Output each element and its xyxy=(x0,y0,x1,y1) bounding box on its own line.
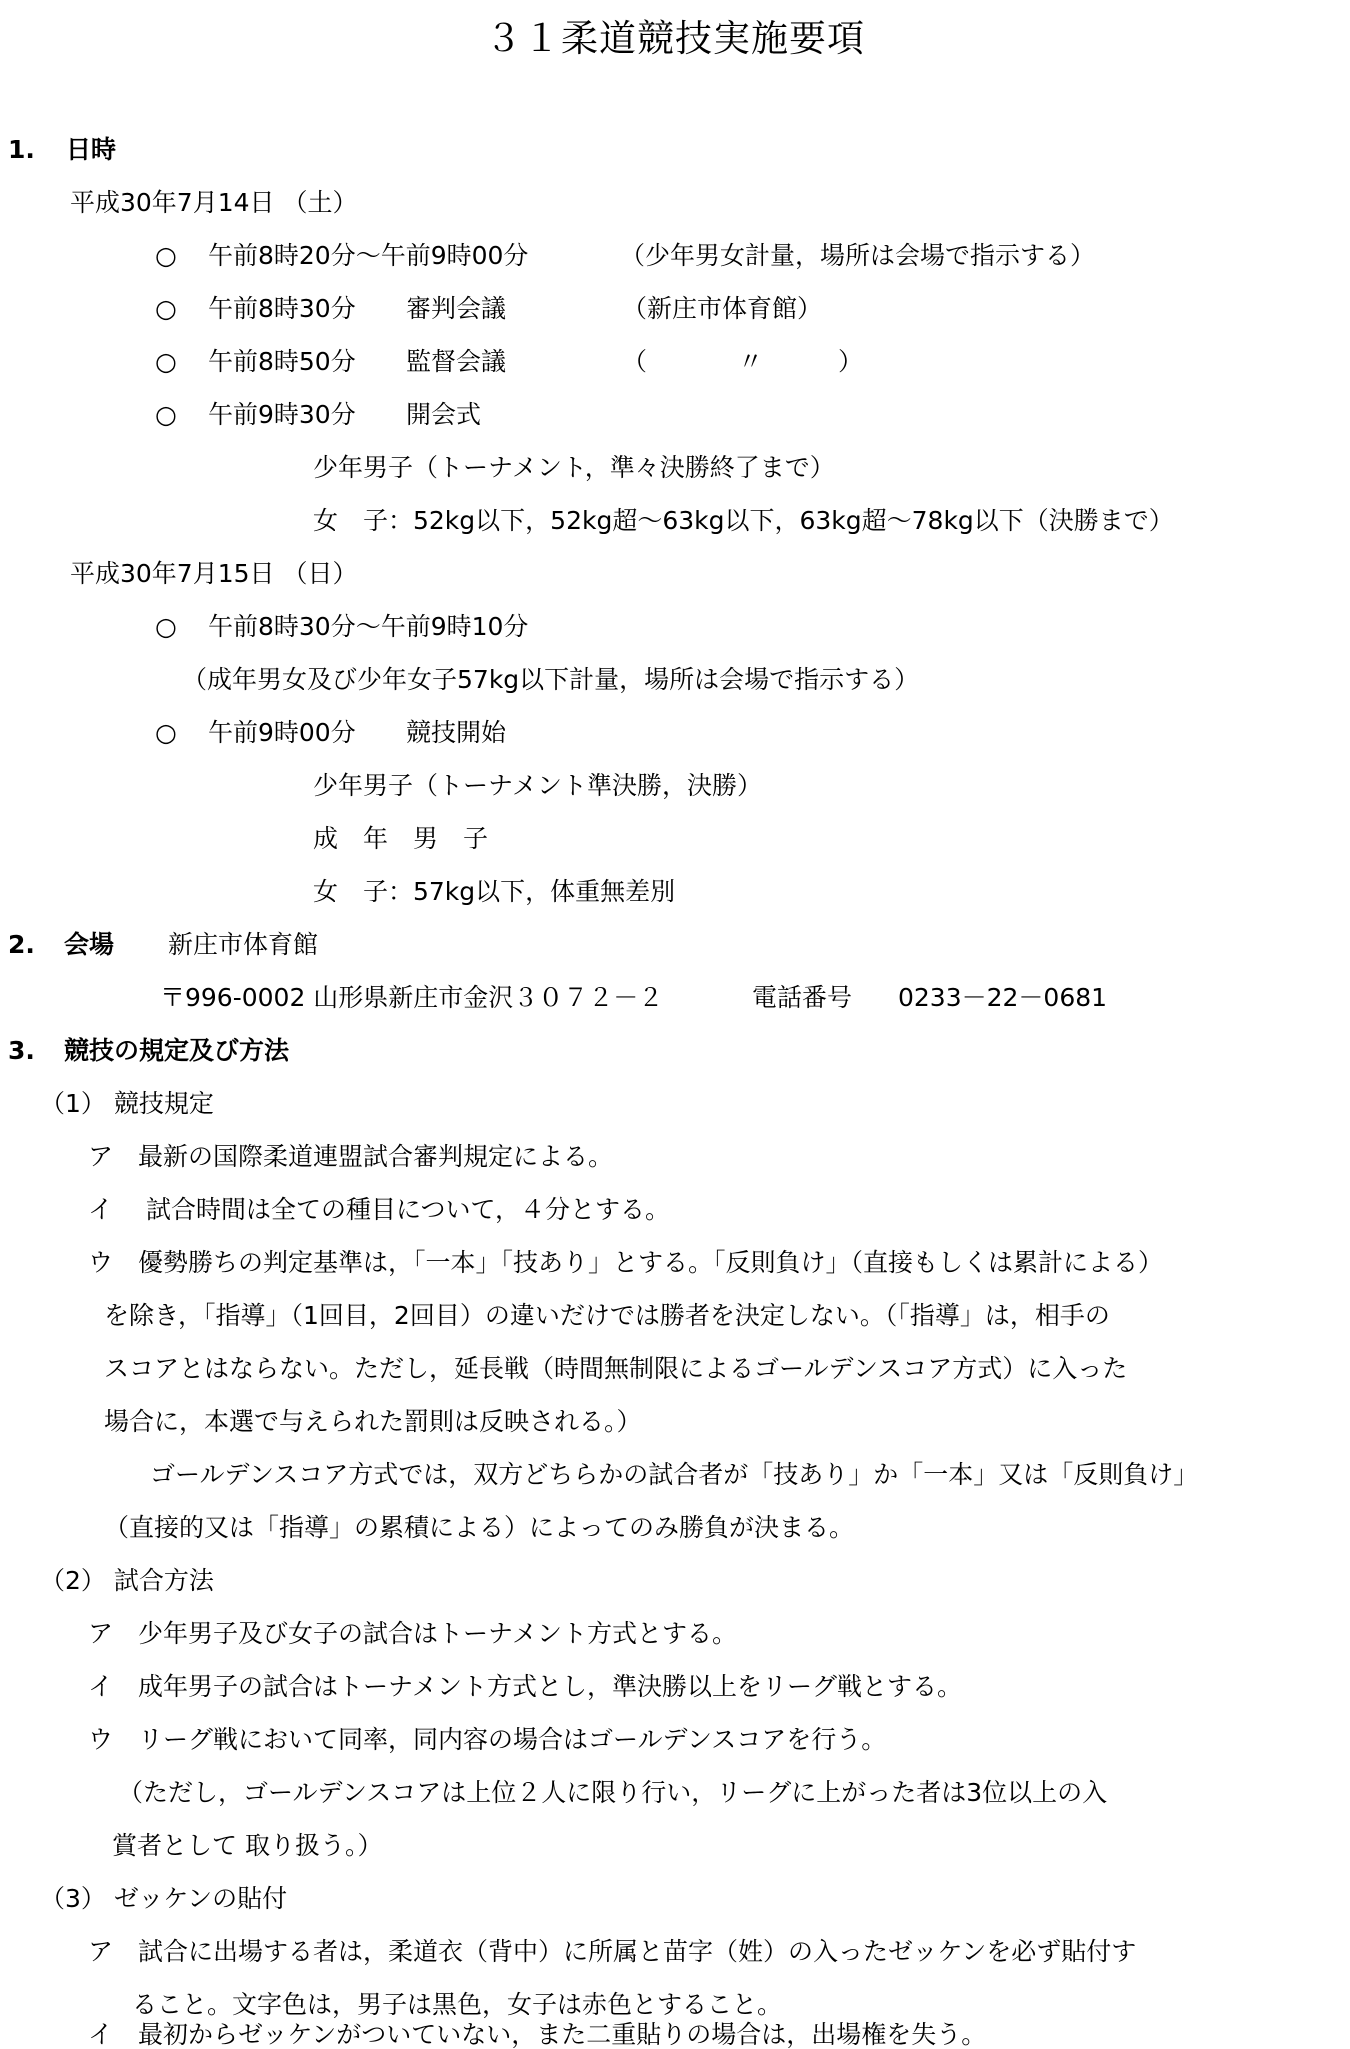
day1-sub-boys: 少年男子（トーナメント，準々決勝終了まで） xyxy=(313,453,835,482)
method-note: 賞者として 取り扱う。） xyxy=(112,1831,383,1860)
bib-item: ア 試合に出場する者は，柔道衣（背中）に所属と苗字（姓）の入ったゼッケンを必ず貼付す xyxy=(88,1937,1137,1966)
method-note: （ただし，ゴールデンスコアは上位２人に限り行い，リーグに上がった者は3位以上の入 xyxy=(118,1778,1108,1807)
rule-item: ア 最新の国際柔道連盟試合審判規定による。 xyxy=(88,1142,614,1171)
schedule-name: 開会式 xyxy=(406,400,482,429)
day1-date: 平成30年7月14日 （土） xyxy=(70,188,358,217)
rule-paragraph: ゴールデンスコア方式では，双方どちらかの試合者が「技あり」か「一本」又は「反則負け」 xyxy=(150,1460,1199,1489)
schedule-name: 監督会議 xyxy=(406,347,507,376)
bullet-mark: ○ xyxy=(155,241,177,270)
page-title: ３１柔道競技実施要項 xyxy=(485,17,865,60)
section-1-number: 1. xyxy=(8,135,35,164)
rule-item-continued: スコアとはならない。ただし，延長戦（時間無制限によるゴールデンスコア方式）に入った xyxy=(104,1354,1128,1383)
venue-name: 新庄市体育館 xyxy=(168,930,319,959)
bullet-mark: ○ xyxy=(155,347,177,376)
rule-item-continued: を除き，「指導」（1回目，2回目）の違いだけでは勝者を決定しない。（「指導」は，相手の xyxy=(104,1301,1110,1330)
bullet-mark: ○ xyxy=(155,294,177,323)
schedule-name: 審判会議 xyxy=(406,294,507,323)
schedule-time: 午前9時00分 xyxy=(208,718,356,747)
section-2-number: 2. xyxy=(8,930,35,959)
schedule-time: 午前8時30分 xyxy=(208,294,356,323)
schedule-place: （新庄市体育館） xyxy=(622,294,823,323)
section-3-heading: 競技の規定及び方法 xyxy=(64,1036,290,1065)
rule-item: イ 試合時間は全ての種目について，４分とする。 xyxy=(88,1195,670,1224)
day2-sub-men: 成 年 男 子 xyxy=(313,824,489,853)
bib-item-continued: ること。文字色は，男子は黒色，女子は赤色とすること。 xyxy=(132,1990,783,2019)
section-2-heading: 会場 xyxy=(64,930,115,959)
day1-sub-girls: 女 子：52kg以下，52kg超～63kg以下，63kg超～78kg以下（決勝まで） xyxy=(313,506,1174,535)
ditto-mark: 〃 xyxy=(738,347,764,376)
place-close-paren: ） xyxy=(838,347,864,376)
place-open-paren: （ xyxy=(622,347,648,376)
method-item: ウ リーグ戦において同率，同内容の場合はゴールデンスコアを行う。 xyxy=(88,1725,887,1754)
schedule-name: 競技開始 xyxy=(406,718,507,747)
schedule-time: 午前8時30分～午前9時10分 xyxy=(208,612,529,641)
bullet-mark: ○ xyxy=(155,612,177,641)
subsection-label: （1） 競技規定 xyxy=(40,1089,214,1118)
rule-item-continued: 場合に，本選で与えられた罰則は反映される。） xyxy=(104,1407,642,1436)
schedule-desc: （成年男女及び少年女子57kg以下計量，場所は会場で指示する） xyxy=(182,665,920,694)
section-1-heading: 日時 xyxy=(66,135,117,164)
day2-date: 平成30年7月15日 （日） xyxy=(70,559,358,588)
bullet-mark: ○ xyxy=(155,400,177,429)
bib-item: イ 最初からゼッケンがついていない，また二重貼りの場合は，出場権を失う。 xyxy=(88,2020,987,2049)
schedule-time: 午前8時50分 xyxy=(208,347,356,376)
section-3-number: 3. xyxy=(8,1036,35,1065)
phone-number: 0233－22－0681 xyxy=(898,983,1108,1012)
phone-label: 電話番号 xyxy=(752,983,853,1012)
bullet-mark: ○ xyxy=(155,718,177,747)
method-item: ア 少年男子及び女子の試合はトーナメント方式とする。 xyxy=(88,1619,738,1648)
rule-item-continued: （直接的又は「指導」の累積による）によってのみ勝負が決まる。 xyxy=(104,1513,855,1542)
schedule-desc: （少年男女計量，場所は会場で指示する） xyxy=(620,241,1096,270)
day2-sub-boys: 少年男子（トーナメント準決勝，決勝） xyxy=(313,771,763,800)
schedule-time: 午前9時30分 xyxy=(208,400,356,429)
method-item: イ 成年男子の試合はトーナメント方式とし，準決勝以上をリーグ戦とする。 xyxy=(88,1672,963,1701)
schedule-time: 午前8時20分～午前9時00分 xyxy=(208,241,529,270)
venue-address: 〒996-0002 山形県新庄市金沢３０７２－２ xyxy=(160,983,664,1012)
subsection-label: （3） ゼッケンの貼付 xyxy=(40,1884,288,1913)
day2-sub-girls: 女 子：57kg以下，体重無差別 xyxy=(313,877,676,906)
subsection-label: （2） 試合方法 xyxy=(40,1566,214,1595)
rule-item: ウ 優勢勝ちの判定基準は，「一本」「技あり」とする。「反則負け」（直接もしくは累計による） xyxy=(88,1248,1164,1277)
